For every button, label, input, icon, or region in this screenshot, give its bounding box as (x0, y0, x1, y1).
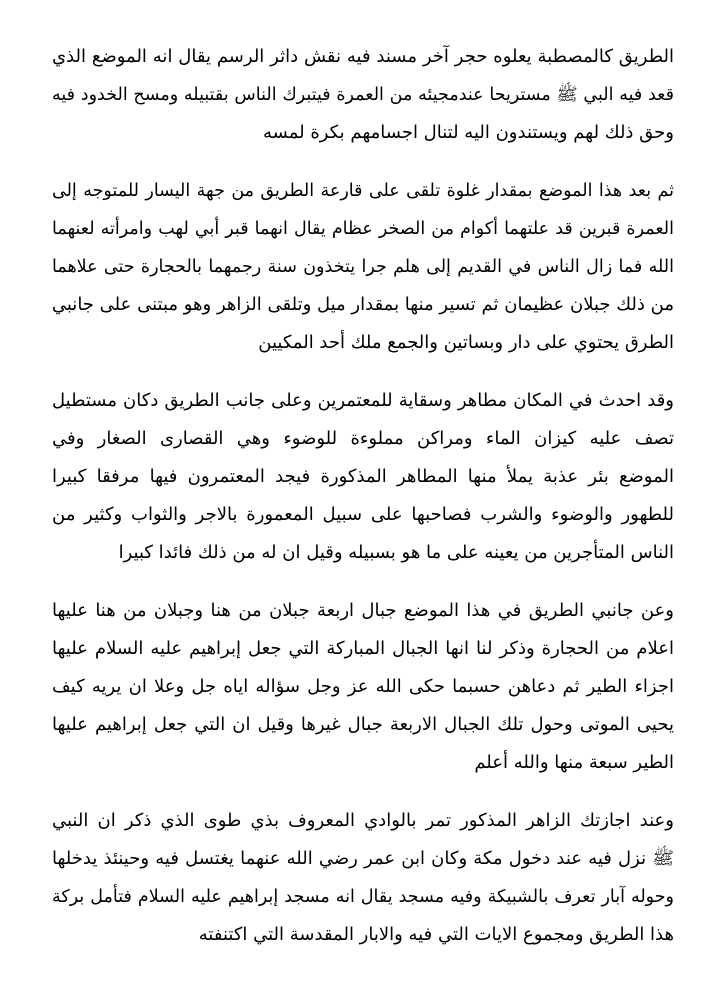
text-line: يحيى الموتى وحول تلك الجبال الاربعة جبال غيرها وقيل ان التي جعل إبراهيم عليها (52, 714, 674, 735)
text-line: الطريق كالمصطبة يعلوه حجر آخر مسند فيه نقش داثر الرسم يقال انه الموضع الذي (52, 46, 674, 67)
text-line: للطهور والوضوء والشرب فصاحبها على سبيل المعمورة بالاجر والثواب وكثير من (52, 504, 674, 525)
paragraph-3 (52, 382, 674, 572)
text-line: من ذلك جبلان عظيمان ثم تسير منها بمقدار ميل وتلقى الزاهر وهو مبتنى على جانبي (52, 294, 674, 315)
text-line: ﷺ نزل فيه عند دخول مكة وكان ابن عمر رضي الله عنهما يغتسل فيه وحينئذ يدخلها (52, 848, 674, 869)
text-line: قعد فيه البي ﷺ مستريحا عندمجيئه من العمرة فيتبرك الناس بقتبيله ومسح الخدود فيه (52, 85, 674, 105)
text-line: الطير سبعة منها والله أعلم (474, 752, 674, 773)
paragraph-4 (52, 592, 674, 782)
paragraph-2 (52, 172, 674, 362)
text-line: الناس المتأجرين من يعينه على ما هو بسبيله وقيل ان له من ذلك فائدا كبيرا (118, 542, 674, 563)
paragraph-1 (52, 38, 674, 152)
paragraph-5 (52, 802, 674, 954)
text-line: اجزاء الطير ثم دعاهن حسبما حكى الله عز وجل سؤاله اياه جل وعلا ان يريه كيف (52, 676, 674, 697)
text-line: تصف عليه كيزان الماء ومراكن مملوءة للوضوء وهي القصارى الصغار وفي (52, 428, 674, 449)
text-line: وعن جانبي الطريق في هذا الموضع جبال اربعة جبلان من هنا وجبلان من هنا عليها (52, 600, 674, 621)
text-line: العمرة قبرين قد علتهما أكوام من الصخر عظام يقال انهما قبر أبي لهب وامرأته لعنهما (52, 219, 674, 239)
text-line: وعند اجازتك الزاهر المذكور تمر بالوادي المعروف بذي طوى الذي ذكر ان النبي (52, 810, 674, 831)
text-line: الطرق يحتوي على دار وبساتين والجمع ملك أحد المكيين (258, 332, 674, 353)
text-line: وحق ذلك لهم ويستندون اليه لتنال اجسامهم بكرة لمسه (263, 122, 674, 143)
text-line: الموضع بئر عذبة يملأ منها المطاهر المذكورة فيجد المعتمرون فيها مرفقا كبيرا (52, 466, 674, 487)
text-line: ثم بعد هذا الموضع بمقدار غلوة تلقى على قارعة الطريق من جهة اليسار للمتوجه إلى (52, 181, 674, 201)
text-line: هذا الطريق ومجموع الايات التي فيه والابار المقدسة التي اكتنفته (198, 924, 674, 945)
document-page (52, 38, 674, 974)
text-line: اعلام من الحجارة وذكر لنا انها الجبال المباركة التي جعل إبراهيم عليه السلام عليها (52, 638, 674, 659)
text-line: وحوله آبار تعرف بالشبيكة وفيه مسجد يقال انه مسجد إبراهيم عليه السلام فتأمل بركة (52, 887, 674, 907)
text-line: وقد احدث في المكان مطاهر وسقاية للمعتمرين وعلى جانب الطريق دكان مستطيل (52, 390, 674, 411)
text-line: الله فما زال الناس في القديم إلى هلم جرا يتخذون سنة رجمهما بالحجارة حتى علاهما (52, 257, 674, 277)
